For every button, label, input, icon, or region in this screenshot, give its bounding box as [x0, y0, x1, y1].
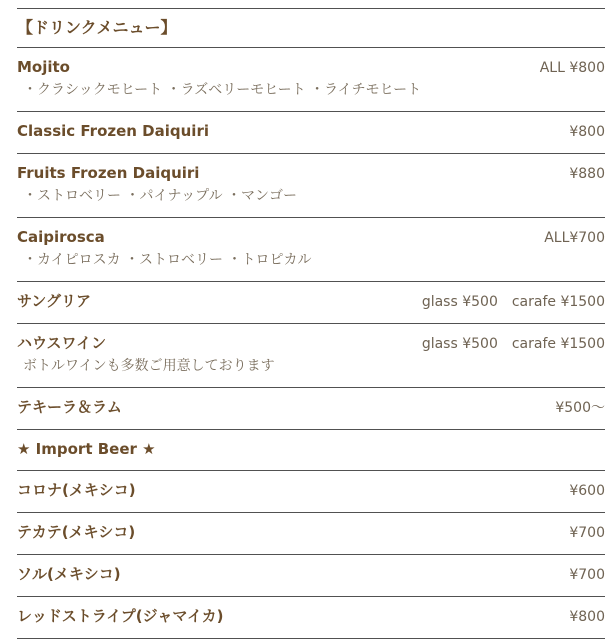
- item-name: レッドストライプ(ジャマイカ): [17, 607, 224, 625]
- menu-item-main-line: [17, 334, 605, 354]
- menu-item-row: [17, 324, 605, 388]
- menu-item-main-line: [17, 228, 605, 248]
- menu-item-main-line: [17, 58, 605, 78]
- item-price: ¥600: [569, 483, 605, 499]
- menu-item-row: [17, 154, 605, 218]
- menu-item-row: [17, 555, 605, 597]
- drink-menu: [17, 8, 605, 639]
- item-name: テカテ(メキシコ): [17, 523, 136, 541]
- menu-item-row: [17, 48, 605, 112]
- item-name: ハウスワイン: [17, 334, 107, 352]
- item-price: ¥880: [569, 166, 605, 182]
- item-options: ボトルワインも多数ご用意しております: [23, 358, 275, 374]
- item-name: サングリア: [17, 292, 91, 310]
- menu-item-main-line: [17, 481, 605, 501]
- item-price: ¥500〜: [555, 400, 605, 416]
- menu-item-main-line: [17, 523, 605, 543]
- item-name: コロナ(メキシコ): [17, 481, 136, 499]
- menu-item-row: [17, 388, 605, 430]
- menu-item-row: [17, 430, 605, 471]
- item-options: ・カイピロスカ ・ストロベリー ・トロピカル: [23, 252, 312, 268]
- menu-title: 【ドリンクメニュー】: [17, 18, 177, 37]
- menu-item-row: [17, 218, 605, 282]
- item-price: ¥700: [569, 525, 605, 541]
- menu-item-main-line: [17, 122, 605, 142]
- item-price: ALL ¥800: [539, 60, 605, 76]
- menu-item-row: [17, 597, 605, 639]
- item-name: テキーラ＆ラム: [17, 398, 122, 416]
- menu-header-row: [17, 9, 605, 48]
- item-price: glass ¥500 carafe ¥1500: [421, 336, 605, 352]
- menu-list: [17, 48, 605, 639]
- menu-item-row: [17, 471, 605, 513]
- item-name: Caipirosca: [17, 228, 105, 246]
- item-price: ¥800: [569, 609, 605, 625]
- menu-item-main-line: [17, 164, 605, 184]
- item-name: Classic Frozen Daiquiri: [17, 122, 209, 140]
- item-name: Fruits Frozen Daiquiri: [17, 164, 200, 182]
- item-name: ★ Import Beer ★: [17, 440, 156, 458]
- menu-item-row: [17, 282, 605, 324]
- item-price: glass ¥500 carafe ¥1500: [421, 294, 605, 310]
- menu-item-main-line: [17, 565, 605, 585]
- menu-item-main-line: [17, 440, 605, 459]
- menu-item-main-line: [17, 292, 605, 312]
- item-price: ALL¥700: [544, 230, 605, 246]
- item-price: ¥700: [569, 567, 605, 583]
- menu-item-main-line: [17, 607, 605, 627]
- item-name: ソル(メキシコ): [17, 565, 121, 583]
- menu-item-row: [17, 513, 605, 555]
- item-name: Mojito: [17, 58, 70, 76]
- menu-item-main-line: [17, 398, 605, 418]
- menu-item-row: [17, 112, 605, 154]
- item-options: ・ストロベリー ・パイナップル ・マンゴー: [23, 188, 298, 204]
- item-price: ¥800: [569, 124, 605, 140]
- item-options: ・クラシックモヒート ・ラズベリーモヒート ・ライチモヒート: [23, 82, 422, 98]
